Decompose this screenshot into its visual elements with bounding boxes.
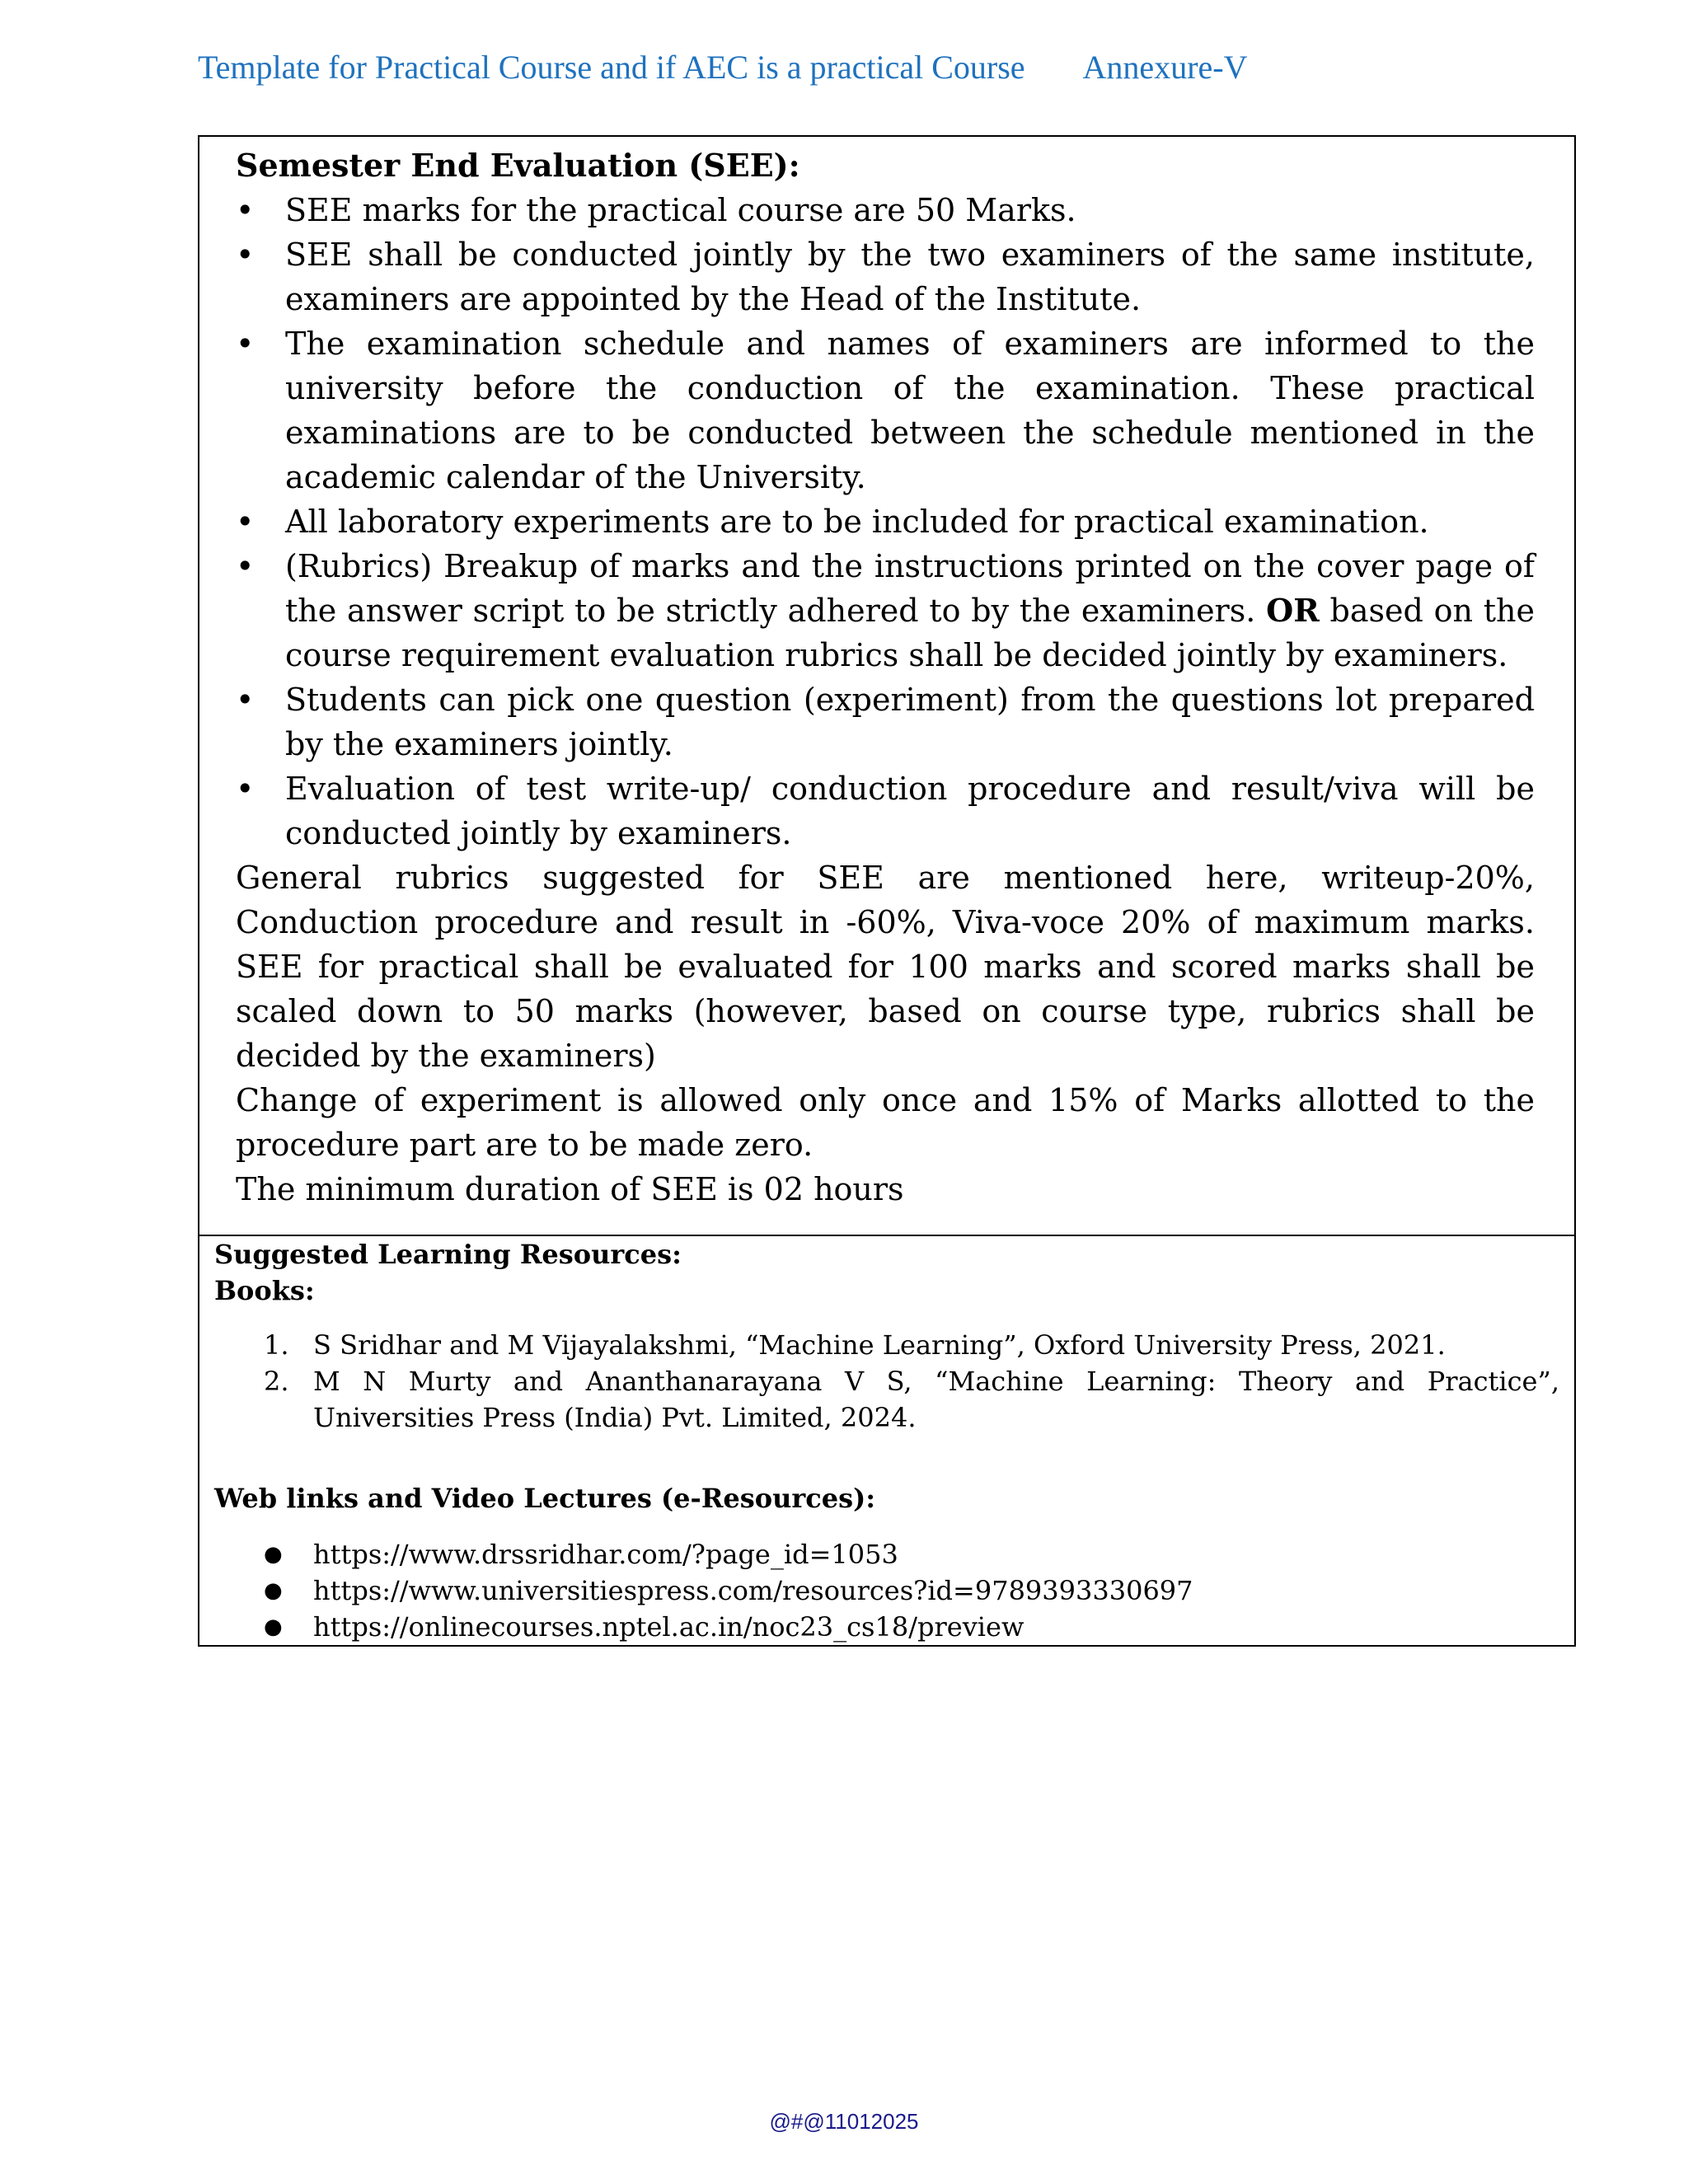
- annexure-label: Annexure-V: [1082, 49, 1248, 86]
- see-bullet: • SEE shall be conducted jointly by the two examiners of the same institute, examiners are appointed by the Head of the Institute.: [236, 232, 1535, 321]
- resources-section: [199, 1236, 1574, 1645]
- book-list: [214, 1327, 1559, 1436]
- see-bullet: • Evaluation of test write-up/ conduction procedure and result/viva will be conducted jointly by examiners.: [236, 766, 1535, 855]
- books-label: Books:: [214, 1275, 315, 1306]
- book-number: 2.: [264, 1366, 289, 1397]
- resources-title: Suggested Learning Resources:: [214, 1239, 682, 1270]
- book-text: S Sridhar and M Vijayalakshmi, “Machine Learning”, Oxford University Press, 2021.: [313, 1329, 1446, 1361]
- see-paragraph: General rubrics suggested for SEE are mentioned here, writeup-20%, Conduction procedure and result in -60%, Viva-voce 20% of maximum marks. SEE for practical shall be evaluated for 100 marks and scored marks shall be scaled down to 50 marks (however, based on course type, rubrics shall be decided by the examiners): [236, 860, 1535, 1074]
- see-paragraph: Change of experiment is allowed only once and 15% of Marks allotted to the procedure part are to be made zero.: [236, 1082, 1535, 1163]
- web-link[interactable]: ● https://www.universitiespress.com/resources?id=9789393330697: [214, 1572, 1559, 1609]
- book-item: [214, 1363, 1559, 1436]
- web-link[interactable]: ● https://www.drssridhar.com/?page_id=1053: [214, 1536, 1559, 1572]
- book-text: M N Murty and Ananthanarayana V S, “Machine Learning: Theory and Practice”, Universities Press (India) Pvt. Limited, 2024.: [313, 1366, 1559, 1433]
- see-bullet-list: [236, 188, 1535, 855]
- see-paragraph: The minimum duration of SEE is 02 hours: [236, 1171, 904, 1207]
- web-link-list: [214, 1536, 1559, 1645]
- see-bullet: • All laboratory experiments are to be included for practical examination.: [236, 499, 1535, 544]
- book-number: 1.: [264, 1329, 289, 1361]
- see-bullet: • SEE marks for the practical course are 50 Marks.: [236, 188, 1535, 232]
- content-table: [198, 135, 1576, 1647]
- see-section: [199, 137, 1574, 1236]
- see-bullet: • The examination schedule and names of examiners are informed to the university before the conduction of the examination. These practical examinations are to be conducted between the schedule mentioned in the academic calendar of the University.: [236, 321, 1535, 499]
- page-footer: @#@11012025: [769, 2109, 919, 2134]
- rubrics-or: OR: [1266, 592, 1320, 629]
- see-bullet: • Students can pick one question (experiment) from the questions lot prepared by the examiners jointly.: [236, 677, 1535, 766]
- template-title: Template for Practical Course and if AEC is a practical Course: [198, 49, 1025, 86]
- page-header: [198, 48, 1247, 87]
- book-item: [214, 1327, 1559, 1363]
- rubrics-text-before: (Rubrics) Breakup of marks and the instructions printed on the cover page of the answer script to be strictly adhered to by the examiners.: [285, 548, 1535, 629]
- see-title: Semester End Evaluation (SEE):: [236, 147, 800, 184]
- web-link[interactable]: ● https://onlinecourses.nptel.ac.in/noc23_cs18/preview: [214, 1609, 1559, 1645]
- see-bullet-rubrics: [236, 544, 1535, 677]
- rubrics-text-after: based on the course requirement evaluation rubrics shall be decided jointly by examiners.: [285, 593, 1535, 673]
- web-links-title: Web links and Video Lectures (e-Resources):: [214, 1483, 876, 1514]
